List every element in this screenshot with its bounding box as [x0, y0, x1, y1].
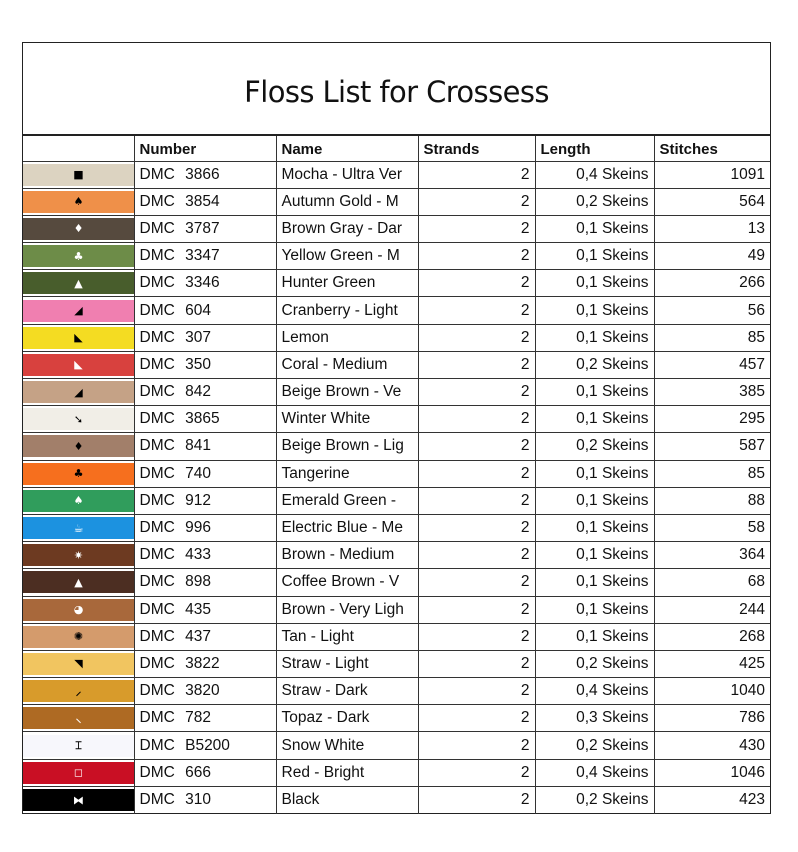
table-row: [23, 623, 770, 650]
color-swatch: [23, 653, 134, 675]
color-swatch-cell: [23, 650, 134, 677]
color-swatch: [23, 463, 134, 485]
floss-stitches: 786: [654, 705, 770, 732]
table-row: [23, 514, 770, 541]
color-swatch-cell: [23, 161, 134, 188]
table-row: [23, 487, 770, 514]
color-swatch-cell: [23, 243, 134, 270]
floss-strands: 2: [418, 379, 535, 406]
floss-number: DMC 310: [134, 786, 276, 813]
floss-number: DMC 996: [134, 514, 276, 541]
floss-stitches: 364: [654, 542, 770, 569]
floss-number: DMC 3820: [134, 678, 276, 705]
floss-strands: 2: [418, 243, 535, 270]
stitch-symbol-icon: ♦: [73, 222, 84, 236]
floss-length: 0,4 Skeins: [535, 759, 654, 786]
floss-strands: 2: [418, 705, 535, 732]
floss-number: DMC 437: [134, 623, 276, 650]
stitch-symbol-icon: ♦: [73, 439, 84, 453]
table-row: [23, 460, 770, 487]
color-swatch-cell: [23, 623, 134, 650]
header-row: [23, 136, 770, 161]
color-swatch-cell: [23, 460, 134, 487]
color-swatch: [23, 435, 134, 457]
color-swatch-cell: [23, 569, 134, 596]
floss-stitches: 1091: [654, 161, 770, 188]
floss-strands: 2: [418, 161, 535, 188]
floss-length: 0,3 Skeins: [535, 705, 654, 732]
floss-number: DMC 3822: [134, 650, 276, 677]
stitch-symbol-icon: ✷: [73, 548, 84, 562]
header-stitches: Stitches: [654, 136, 770, 161]
stitch-symbol-icon: ⸜: [75, 711, 82, 725]
table-row: [23, 596, 770, 623]
color-swatch: [23, 218, 134, 240]
floss-stitches: 13: [654, 215, 770, 242]
floss-length: 0,2 Skeins: [535, 351, 654, 378]
floss-number: DMC 435: [134, 596, 276, 623]
color-swatch: [23, 381, 134, 403]
table-row: [23, 759, 770, 786]
table-row: [23, 324, 770, 351]
color-swatch-cell: [23, 379, 134, 406]
floss-length: 0,1 Skeins: [535, 487, 654, 514]
floss-strands: 2: [418, 650, 535, 677]
color-swatch: [23, 626, 134, 648]
stitch-symbol-icon: ■: [73, 168, 84, 182]
table-row: [23, 433, 770, 460]
color-swatch-cell: [23, 487, 134, 514]
floss-length: 0,1 Skeins: [535, 324, 654, 351]
stitch-symbol-icon: ♣: [73, 467, 84, 481]
floss-strands: 2: [418, 487, 535, 514]
floss-number: DMC 3865: [134, 406, 276, 433]
floss-number: DMC 666: [134, 759, 276, 786]
floss-name: Black: [276, 786, 418, 813]
color-swatch-cell: [23, 324, 134, 351]
floss-list-sheet: [22, 42, 771, 814]
color-swatch-cell: [23, 514, 134, 541]
floss-strands: 2: [418, 215, 535, 242]
floss-name: Coffee Brown - V: [276, 569, 418, 596]
color-swatch: [23, 599, 134, 621]
floss-number: DMC 841: [134, 433, 276, 460]
floss-length: 0,1 Skeins: [535, 542, 654, 569]
floss-stitches: 295: [654, 406, 770, 433]
page-title: Floss List for Crossess: [244, 74, 549, 109]
floss-length: 0,4 Skeins: [535, 678, 654, 705]
floss-length: 0,2 Skeins: [535, 433, 654, 460]
floss-stitches: 68: [654, 569, 770, 596]
floss-name: Brown Gray - Dar: [276, 215, 418, 242]
table-row: [23, 705, 770, 732]
color-swatch-cell: [23, 759, 134, 786]
table-row: [23, 650, 770, 677]
floss-stitches: 423: [654, 786, 770, 813]
color-swatch-cell: [23, 270, 134, 297]
floss-stitches: 266: [654, 270, 770, 297]
floss-stitches: 430: [654, 732, 770, 759]
table-row: [23, 678, 770, 705]
floss-strands: 2: [418, 596, 535, 623]
floss-number: DMC 912: [134, 487, 276, 514]
stitch-symbol-icon: ◣: [74, 358, 83, 372]
floss-name: Lemon: [276, 324, 418, 351]
floss-strands: 2: [418, 351, 535, 378]
floss-name: Tangerine: [276, 460, 418, 487]
floss-stitches: 56: [654, 297, 770, 324]
color-swatch-cell: [23, 596, 134, 623]
color-swatch: [23, 735, 134, 757]
stitch-symbol-icon: ◢: [74, 304, 83, 318]
floss-number: DMC 433: [134, 542, 276, 569]
stitch-symbol-icon: ♣: [73, 249, 84, 263]
color-swatch: [23, 789, 134, 811]
floss-stitches: 587: [654, 433, 770, 460]
color-swatch-cell: [23, 406, 134, 433]
color-swatch: [23, 164, 134, 186]
floss-name: Hunter Green: [276, 270, 418, 297]
floss-stitches: 244: [654, 596, 770, 623]
floss-stitches: 85: [654, 324, 770, 351]
floss-number: DMC 350: [134, 351, 276, 378]
floss-number: DMC 782: [134, 705, 276, 732]
floss-name: Tan - Light: [276, 623, 418, 650]
stitch-symbol-icon: ⌶: [75, 739, 82, 753]
color-swatch-cell: [23, 351, 134, 378]
floss-strands: 2: [418, 786, 535, 813]
color-swatch: [23, 571, 134, 593]
floss-name: Brown - Medium: [276, 542, 418, 569]
header-number: Number: [134, 136, 276, 161]
floss-number: DMC 3787: [134, 215, 276, 242]
stitch-symbol-icon: ◣: [74, 331, 83, 345]
floss-table: [23, 136, 770, 814]
color-swatch: [23, 544, 134, 566]
floss-length: 0,1 Skeins: [535, 215, 654, 242]
stitch-symbol-icon: ➘: [73, 412, 84, 426]
header-swatch: [23, 136, 134, 161]
floss-length: 0,1 Skeins: [535, 379, 654, 406]
floss-name: Emerald Green -: [276, 487, 418, 514]
floss-stitches: 58: [654, 514, 770, 541]
floss-name: Cranberry - Light: [276, 297, 418, 324]
header-name: Name: [276, 136, 418, 161]
floss-stitches: 457: [654, 351, 770, 378]
stitch-symbol-icon: ⧓: [73, 793, 84, 807]
color-swatch: [23, 707, 134, 729]
stitch-symbol-icon: ◻: [73, 766, 84, 780]
color-swatch-cell: [23, 297, 134, 324]
stitch-symbol-icon: ◥: [74, 657, 83, 671]
floss-stitches: 564: [654, 188, 770, 215]
stitch-symbol-icon: ▲: [74, 276, 83, 290]
floss-stitches: 88: [654, 487, 770, 514]
floss-name: Mocha - Ultra Ver: [276, 161, 418, 188]
table-row: [23, 188, 770, 215]
color-swatch: [23, 191, 134, 213]
floss-strands: 2: [418, 569, 535, 596]
color-swatch-cell: [23, 188, 134, 215]
floss-stitches: 425: [654, 650, 770, 677]
header-length: Length: [535, 136, 654, 161]
stitch-symbol-icon: ⸝: [75, 684, 82, 698]
table-row: [23, 569, 770, 596]
floss-strands: 2: [418, 297, 535, 324]
color-swatch-cell: [23, 705, 134, 732]
floss-strands: 2: [418, 188, 535, 215]
color-swatch: [23, 354, 134, 376]
floss-stitches: 268: [654, 623, 770, 650]
floss-length: 0,1 Skeins: [535, 406, 654, 433]
floss-length: 0,4 Skeins: [535, 161, 654, 188]
color-swatch-cell: [23, 732, 134, 759]
color-swatch-cell: [23, 786, 134, 813]
floss-strands: 2: [418, 542, 535, 569]
color-swatch: [23, 300, 134, 322]
floss-number: DMC 842: [134, 379, 276, 406]
floss-number: DMC 740: [134, 460, 276, 487]
color-swatch: [23, 327, 134, 349]
floss-stitches: 1040: [654, 678, 770, 705]
floss-number: DMC 3854: [134, 188, 276, 215]
floss-stitches: 49: [654, 243, 770, 270]
floss-number: DMC 307: [134, 324, 276, 351]
header-strands: Strands: [418, 136, 535, 161]
floss-name: Brown - Very Ligh: [276, 596, 418, 623]
floss-length: 0,2 Skeins: [535, 188, 654, 215]
color-swatch: [23, 517, 134, 539]
stitch-symbol-icon: ♠: [73, 494, 84, 508]
floss-name: Straw - Dark: [276, 678, 418, 705]
color-swatch-cell: [23, 215, 134, 242]
color-swatch: [23, 272, 134, 294]
floss-strands: 2: [418, 406, 535, 433]
floss-number: DMC 3346: [134, 270, 276, 297]
stitch-symbol-icon: ✺: [73, 630, 84, 644]
floss-name: Topaz - Dark: [276, 705, 418, 732]
table-row: [23, 270, 770, 297]
color-swatch: [23, 245, 134, 267]
floss-length: 0,1 Skeins: [535, 623, 654, 650]
table-row: [23, 297, 770, 324]
floss-number: DMC 898: [134, 569, 276, 596]
floss-name: Winter White: [276, 406, 418, 433]
table-row: [23, 215, 770, 242]
floss-number: DMC B5200: [134, 732, 276, 759]
stitch-symbol-icon: ◕: [73, 603, 84, 617]
floss-name: Yellow Green - M: [276, 243, 418, 270]
color-swatch: [23, 408, 134, 430]
floss-stitches: 85: [654, 460, 770, 487]
table-row: [23, 406, 770, 433]
floss-number: DMC 3866: [134, 161, 276, 188]
title-box: [23, 43, 770, 136]
table-row: [23, 379, 770, 406]
floss-number: DMC 3347: [134, 243, 276, 270]
floss-length: 0,1 Skeins: [535, 514, 654, 541]
floss-strands: 2: [418, 324, 535, 351]
table-row: [23, 351, 770, 378]
table-row: [23, 161, 770, 188]
floss-name: Red - Bright: [276, 759, 418, 786]
floss-strands: 2: [418, 732, 535, 759]
floss-name: Electric Blue - Me: [276, 514, 418, 541]
floss-length: 0,2 Skeins: [535, 786, 654, 813]
floss-strands: 2: [418, 759, 535, 786]
color-swatch: [23, 762, 134, 784]
floss-length: 0,1 Skeins: [535, 297, 654, 324]
table-row: [23, 732, 770, 759]
table-row: [23, 786, 770, 813]
stitch-symbol-icon: ◢: [74, 385, 83, 399]
color-swatch: [23, 490, 134, 512]
floss-length: 0,1 Skeins: [535, 243, 654, 270]
floss-name: Autumn Gold - M: [276, 188, 418, 215]
color-swatch-cell: [23, 433, 134, 460]
floss-length: 0,1 Skeins: [535, 596, 654, 623]
floss-length: 0,1 Skeins: [535, 270, 654, 297]
table-row: [23, 542, 770, 569]
floss-name: Coral - Medium: [276, 351, 418, 378]
floss-stitches: 385: [654, 379, 770, 406]
floss-length: 0,1 Skeins: [535, 460, 654, 487]
floss-name: Beige Brown - Lig: [276, 433, 418, 460]
floss-strands: 2: [418, 623, 535, 650]
floss-strands: 2: [418, 678, 535, 705]
floss-stitches: 1046: [654, 759, 770, 786]
stitch-symbol-icon: ▲: [74, 575, 83, 589]
stitch-symbol-icon: ♠: [73, 195, 84, 209]
floss-length: 0,2 Skeins: [535, 732, 654, 759]
floss-strands: 2: [418, 460, 535, 487]
floss-strands: 2: [418, 514, 535, 541]
floss-length: 0,2 Skeins: [535, 650, 654, 677]
floss-strands: 2: [418, 270, 535, 297]
stitch-symbol-icon: ☕: [73, 521, 84, 535]
floss-name: Beige Brown - Ve: [276, 379, 418, 406]
floss-name: Snow White: [276, 732, 418, 759]
floss-number: DMC 604: [134, 297, 276, 324]
color-swatch-cell: [23, 542, 134, 569]
color-swatch: [23, 680, 134, 702]
floss-name: Straw - Light: [276, 650, 418, 677]
floss-strands: 2: [418, 433, 535, 460]
floss-length: 0,1 Skeins: [535, 569, 654, 596]
table-row: [23, 243, 770, 270]
color-swatch-cell: [23, 678, 134, 705]
